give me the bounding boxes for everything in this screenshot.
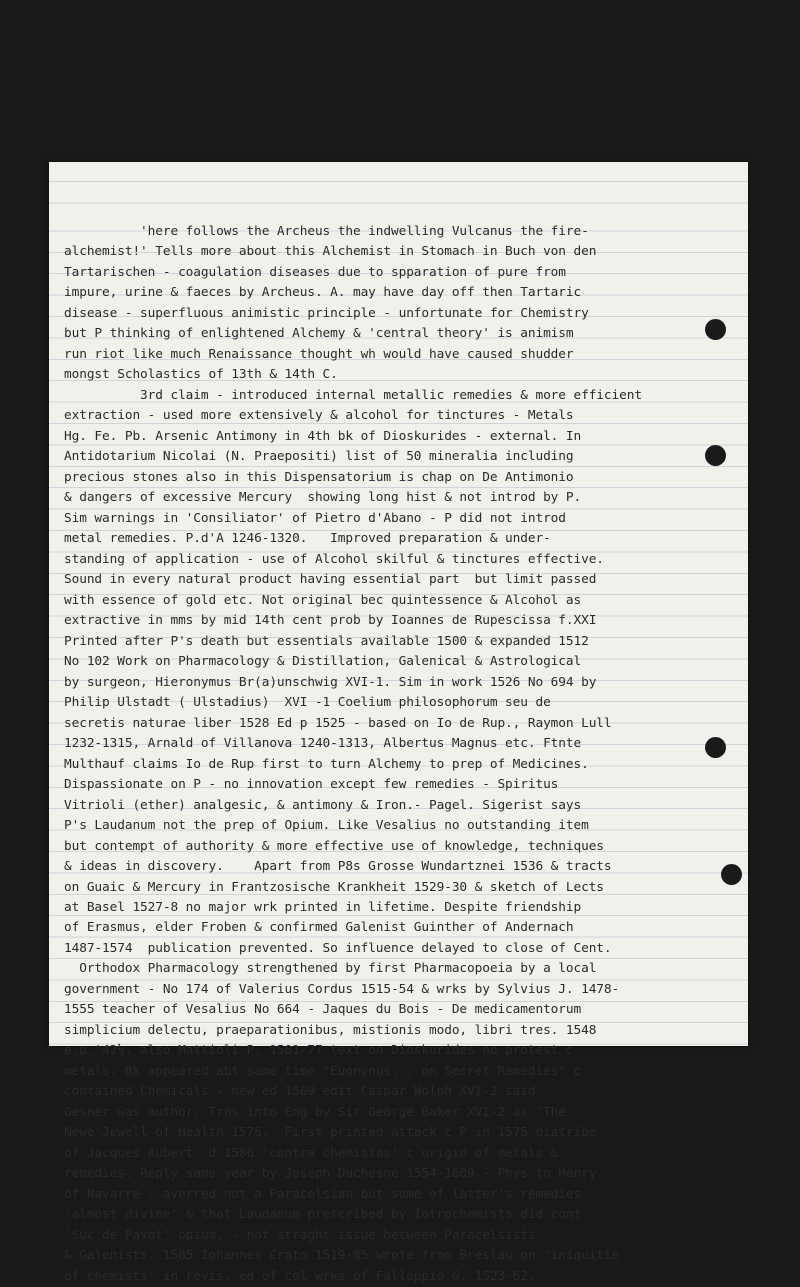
text-line: alchemist!' Tells more about this Alchemist in Stomach in Buch von den: [64, 244, 597, 260]
text-line: with essence of gold etc. Not original bec quintessence & Alcohol as: [64, 592, 582, 608]
text-line: Sound in every natural product having essential part but limit passed: [64, 572, 597, 588]
text-line: Philip Ulstadt ( Ulstadius) XVI -1 Coelium philosophorum seu de: [64, 695, 551, 711]
text-line: impure, urine & faeces by Archeus. A. may have day off then Tartaric: [64, 285, 582, 301]
text-line: disease - superfluous animistic principle - unfortunate for Chemistry: [64, 305, 589, 321]
text-line: of Erasmus, elder Froben & confirmed Galenist Guinther of Andernach: [64, 920, 574, 936]
text-line: government - No 174 of Valerius Cordus 1515-54 & wrks by Sylvius J. 1478-: [64, 981, 620, 997]
text-line: Orthodox Pharmacology strengthened by first Pharmacopoeia by a local: [64, 961, 597, 977]
text-line: 1487-1574 publication prevented. So influence delayed to close of Cent.: [64, 940, 612, 956]
text-line: Multhauf claims Io de Rup first to turn Alchemy to prep of Medicines.: [64, 756, 589, 772]
text-line: extraction - used more extensively & alcohol for tinctures - Metals: [64, 408, 574, 424]
text-line: Dispassionate on P - no innovation except few remedies - Spiritus: [64, 777, 559, 793]
text-line: Newe Jewell of Health 1576. First printed attack c P in 1575 diatribe: [64, 1125, 597, 1141]
text-line: by surgeon, Hieronymus Br(a)unschwig XVI-1. Sim in work 1526 No 694 by: [64, 674, 597, 690]
text-line: & Galenists. 1585 Iohannes Crato 1519-85 wrote from Breslau on 'iniquitie: [64, 1248, 620, 1264]
text-line: remedies. Reply same year by Joseph Duchesne 1554-1609.- Phys to Henry: [64, 1166, 597, 1182]
text-line: mongst Scholastics of 13th & 14th C.: [64, 367, 338, 383]
text-line: metal remedies. P.d'A 1246-1320. Improved preparation & under-: [64, 531, 551, 547]
text-line: contained Chemicals - new ed 1569 edit Caspar Wolph XVI-2 said: [64, 1084, 536, 1100]
text-line: 'here follows the Archeus the indwelling Vulcanus the fire-: [64, 224, 589, 239]
text-line: run riot like much Renaissance thought wh would have caused shudder: [64, 346, 574, 362]
text-line: Printed after P's death but essentials available 1500 & expanded 1512: [64, 633, 589, 649]
text-line: Hg. Fe. Pb. Arsenic Antimony in 4th bk of Dioskurides - external. In: [64, 428, 582, 444]
text-line: 1232-1315, Arnald of Villanova 1240-1313, Albertus Magnus etc. Ftnte: [64, 736, 582, 752]
typed-text-body: [64, 222, 746, 1287]
text-line: 3rd claim - introduced internal metallic remedies & more efficient: [64, 387, 642, 403]
text-line: & ideas in discovery. Apart from P8s Grosse Wundartznei 1536 & tracts: [64, 859, 612, 875]
text-line: P's Laudanum not the prep of Opium. Like Vesalius no outstanding item: [64, 818, 589, 834]
text-line: 'almost divine' & that Laudanum prescribed by Iotrochemists did cont: [64, 1207, 582, 1223]
text-line: metals. Bk appeared abt same time "Euonynus... on Secret Remedies" c: [64, 1063, 582, 1079]
text-line: extractive in mms by mid 14th cent prob by Ioannes de Rupescissa f.XXI: [64, 613, 597, 629]
text-line: but contempt of authority & more effective use of knowledge, techniques: [64, 838, 604, 854]
text-line: but P thinking of enlightened Alchemy & 'central theory' is animism: [64, 326, 574, 342]
text-line: standing of application - use of Alcohol skilful & tinctures effective.: [64, 551, 604, 567]
text-line: at Basel 1527-8 no major wrk printed in lifetime. Despite friendship: [64, 899, 582, 915]
typed-manuscript-page: [49, 162, 748, 1284]
text-line: of chemists' in revis. ed of col wrks of Falloppio G. 1523-62.: [64, 1268, 536, 1284]
text-line: 1555 teacher of Vesalius No 664 - Jaques du Bois - De medicamentorum: [64, 1002, 582, 1018]
text-line: Sim warnings in 'Consiliator' of Pietro d'Abano - P did not introd: [64, 510, 566, 526]
text-line: of Jacques Aubert d 1586 'contra chemistas' c origin of metals &: [64, 1145, 559, 1161]
text-line: Tartarischen - coagulation diseases due to spparation of pure from: [64, 264, 566, 280]
text-line: of Navarre - averred not a Paracelsian but some of latter's remedies: [64, 1186, 582, 1202]
text-line: e.p.'42½. also Mattioli P. 1501-77 text on Dioskurides no protest c: [64, 1043, 574, 1059]
text-line: Vitrioli (ether) analgesic, & antimony & Iron.- Pagel. Sigerist says: [64, 797, 582, 813]
text-line: secretis naturae liber 1528 Ed p 1525 - based on Io de Rup., Raymon Lull: [64, 715, 612, 731]
text-line: precious stones also in this Dispensatorium is chap on De Antimonio: [64, 469, 574, 485]
text-line: No 102 Work on Pharmacology & Distillation, Galenical & Astrological: [64, 654, 582, 670]
text-line: Antidotarium Nicolai (N. Praepositi) list of 50 mineralia including: [64, 449, 574, 465]
text-line: on Guaic & Mercury in Frantzosische Krankheit 1529-30 & sketch of Lects: [64, 879, 604, 895]
text-line: & dangers of excessive Mercury showing long hist & not introd by P.: [64, 490, 582, 506]
text-line: Gesner was author. Trns into Eng by Sir George Baker XVI-2 as "The: [64, 1104, 566, 1120]
text-line: 'Suc de Pavot' opium. - not straght issue between Paracelsists: [64, 1227, 536, 1243]
text-line: simplicium delectu, praeparationibus, mistionis modo, libri tres. 1548: [64, 1022, 597, 1038]
